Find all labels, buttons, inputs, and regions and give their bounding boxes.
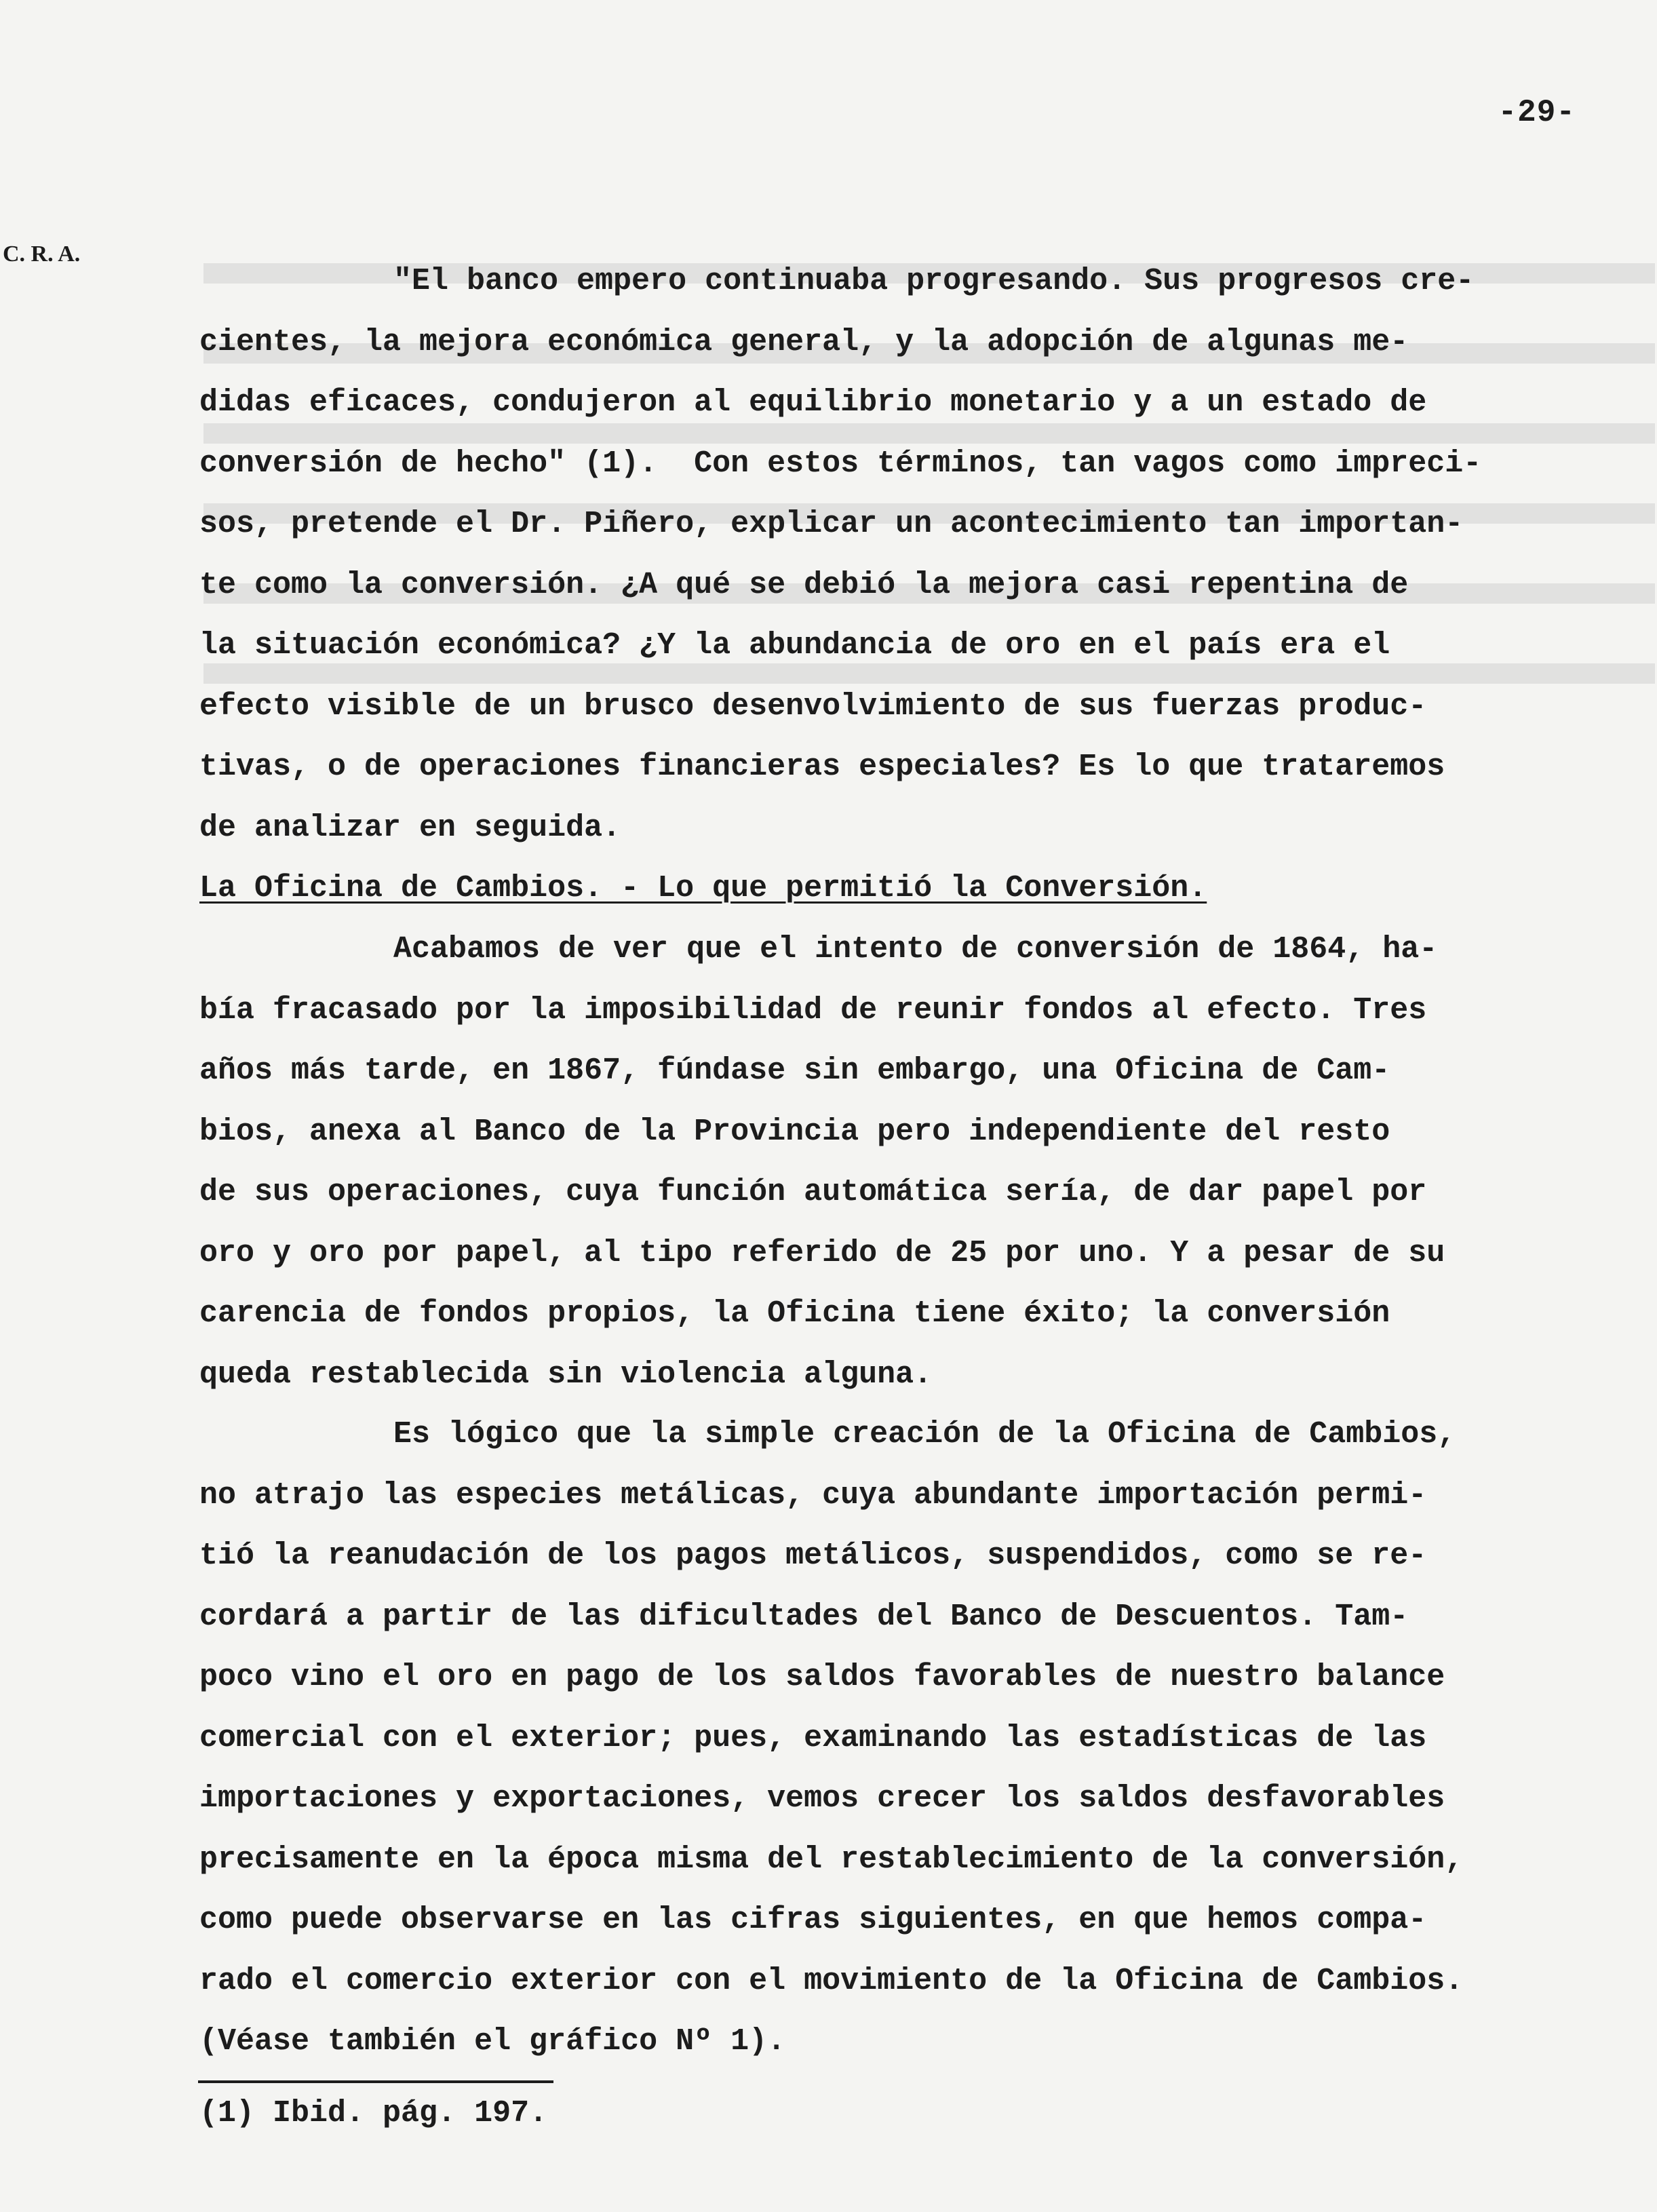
margin-stamp: C. R. A. xyxy=(3,241,81,267)
paragraph-2 xyxy=(199,919,1637,1405)
section-heading: La Oficina de Cambios. - Lo que permitió la Conversión. xyxy=(199,871,1207,906)
text-line: Acabamos de ver que el intento de conversión de 1864, ha- xyxy=(393,932,1438,967)
text-line: de sus operaciones, cuya función automática sería, de dar papel por xyxy=(199,1175,1427,1209)
text-line: importaciones y exportaciones, vemos crecer los saldos desfavorables xyxy=(199,1781,1445,1816)
text-line: didas eficaces, condujeron al equilibrio monetario y a un estado de xyxy=(199,385,1427,420)
text-line: cordará a partir de las dificultades del Banco de Descuentos. Tam- xyxy=(199,1599,1409,1634)
page-number: -29- xyxy=(1498,95,1576,130)
text-line: tió la reanudación de los pagos metálicos, suspendidos, como se re- xyxy=(199,1538,1427,1573)
text-line: bía fracasado por la imposibilidad de reunir fondos al efecto. Tres xyxy=(199,992,1427,1028)
text-line: sos, pretende el Dr. Piñero, explicar un acontecimiento tan importan- xyxy=(199,507,1464,541)
text-line: conversión de hecho" (1). Con estos términos, tan vagos como impreci- xyxy=(199,446,1482,481)
text-line: Es lógico que la simple creación de la Oficina de Cambios, xyxy=(393,1417,1456,1452)
text-line: carencia de fondos propios, la Oficina tiene éxito; la conversión xyxy=(199,1296,1390,1331)
text-line: oro y oro por papel, al tipo referido de 25 por uno. Y a pesar de su xyxy=(199,1235,1445,1270)
paragraph-1 xyxy=(199,251,1637,919)
text-line: (Véase también el gráfico Nº 1). xyxy=(199,2024,786,2059)
footnote: (1) Ibid. pág. 197. xyxy=(199,2096,548,2131)
text-line: tivas, o de operaciones financieras especiales? Es lo que trataremos xyxy=(199,750,1445,784)
text-line: la situación económica? ¿Y la abundancia de oro en el país era el xyxy=(199,628,1390,663)
text-line: "El banco empero continuaba progresando. Sus progresos cre- xyxy=(393,264,1475,298)
text-line: como puede observarse en las cifras siguientes, en que hemos compa- xyxy=(199,1903,1427,1937)
text-line: bios, anexa al Banco de la Provincia pero independiente del resto xyxy=(199,1114,1390,1149)
paragraph-3 xyxy=(199,1404,1637,2072)
text-line: de analizar en seguida. xyxy=(199,810,621,845)
text-line: precisamente en la época misma del restablecimiento de la conversión, xyxy=(199,1842,1464,1877)
text-line: comercial con el exterior; pues, examinando las estadísticas de las xyxy=(199,1720,1427,1755)
text-line: te como la conversión. ¿A qué se debió la mejora casi repentina de xyxy=(199,567,1409,602)
text-line: efecto visible de un brusco desenvolvimiento de sus fuerzas produc- xyxy=(199,688,1427,724)
text-line: no atrajo las especies metálicas, cuya abundante importación permi- xyxy=(199,1477,1427,1513)
text-line: rado el comercio exterior con el movimiento de la Oficina de Cambios. xyxy=(199,1963,1464,1998)
text-line: cientes, la mejora económica general, y la adopción de algunas me- xyxy=(199,324,1409,360)
text-line: queda restablecida sin violencia alguna. xyxy=(199,1357,933,1392)
footnote-divider xyxy=(198,2080,553,2083)
text-line: años más tarde, en 1867, fúndase sin embargo, una Oficina de Cam- xyxy=(199,1053,1390,1088)
text-line: poco vino el oro en pago de los saldos favorables de nuestro balance xyxy=(199,1660,1445,1694)
